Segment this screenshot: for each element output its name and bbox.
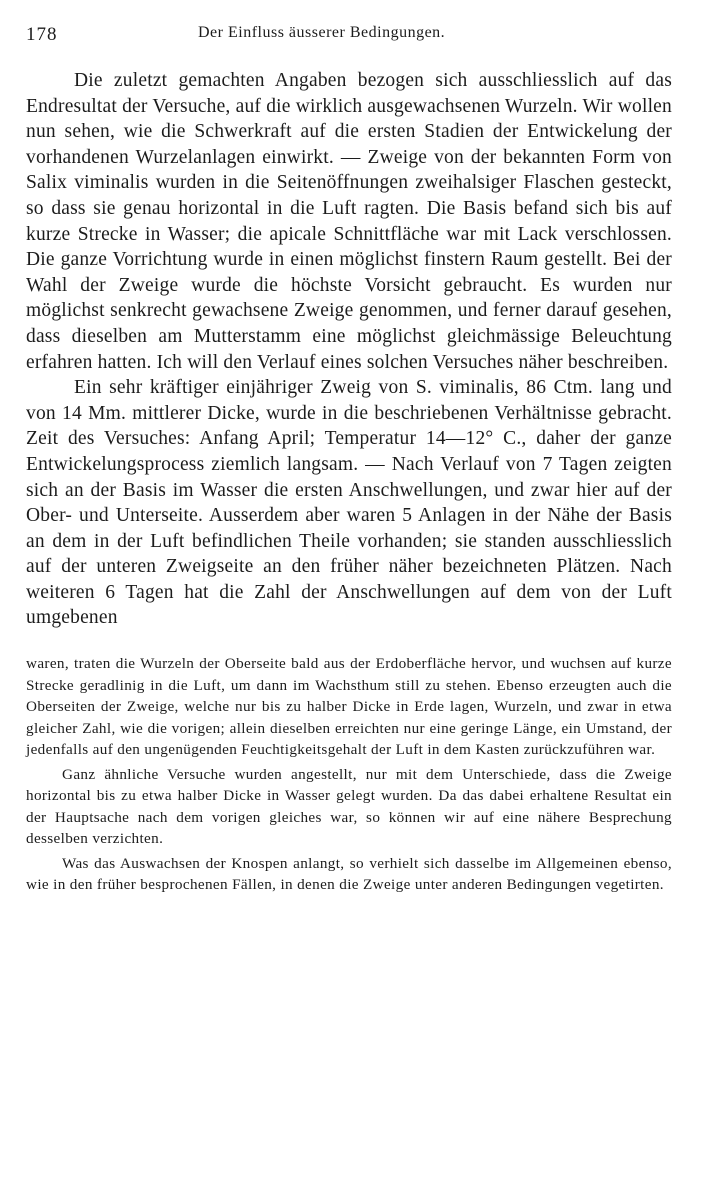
footnote-paragraph: waren, traten die Wurzeln der Oberseite bald aus der Erdoberfläche hervor, und wuchsen auf kurze Strecke geradlinig in die Luft, um dann im Wachsthum still zu stehen. Ebenso erzeugten auch die Oberseiten der Zweige, welche nur bis zu halber Dicke in Erde lagen, Wurzeln, und zwar in etwa gleicher Zahl, wie die vorigen; allein dieselben erreichten nur eine geringe Länge, ein Umstand, der jedenfalls auf den ungenügenden Feuchtigkeitsgehalt der Luft in dem Kasten zurückzuführen war. xyxy=(26,655,672,759)
footnote-paragraph: Was das Auswachsen der Knospen anlangt, so verhielt sich dasselbe im Allgemeinen ebenso, wie in den früher besprochenen Fällen, in denen die Zweige unter anderen Bedingungen vegetirten. xyxy=(26,854,672,894)
main-text xyxy=(26,68,672,631)
book-page xyxy=(26,18,672,896)
page-number: 178 xyxy=(26,24,58,45)
page-header xyxy=(26,18,672,46)
running-title: Der Einfluss äusserer Bedingungen. xyxy=(198,24,446,41)
footnote-block xyxy=(26,653,672,896)
body-paragraph: Die zuletzt gemachten Angaben bezogen sich ausschliesslich auf das Endresultat der Versuche, auf die wirklich ausgewachsenen Wurzeln. Wir wollen nun sehen, wie die Schwerkraft auf die ersten Stadien der Entwickelung der vorhandenen Wurzelanlagen einwirkt. — Zweige von der bekannten Form von Salix viminalis wurden in die Seitenöffnungen zweihalsiger Flaschen gesteckt, so dass sie genau horizontal in die Luft ragten. Die Basis befand sich bis auf kurze Strecke in Wasser; die apicale Schnittfläche war mit Lack verschlossen. Die ganze Vorrichtung wurde in einen möglichst finstern Raum gestellt. Bei der Wahl der Zweige wurde die höchste Vorsicht gebraucht. Es wurden nur möglichst senkrecht gewachsene Zweige genommen, und ferner darauf gesehen, dass dieselben am Mutterstamm eine möglichst gleichmässige Beleuchtung erfahren hatten. Ich will den Verlauf eines solchen Versuches näher beschreiben. xyxy=(26,70,672,373)
body-paragraph: Ein sehr kräftiger einjähriger Zweig von S. viminalis, 86 Ctm. lang und von 14 Mm. mittlerer Dicke, wurde in die beschriebenen Verhältnisse gebracht. Zeit des Versuches: Anfang April; Temperatur 14—12° C., daher der ganze Entwickelungsprocess ziemlich langsam. — Nach Verlauf von 7 Tagen zeigten sich an der Basis im Wasser die ersten Anschwellungen, und zwar hier auf der Ober- und Unterseite. Ausserdem aber waren 5 Anlagen in der Nähe der Basis an dem in der Luft befindlichen Theile vorhanden; sie standen ausschliesslich auf der unteren Zweigseite an den früher näher bezeichneten Plätzen. Nach weiteren 6 Tagen hat die Zahl der Anschwellungen auf dem von der Luft umgebenen xyxy=(26,377,672,629)
footnote-paragraph: Ganz ähnliche Versuche wurden angestellt, nur mit dem Unterschiede, dass die Zweige horizontal bis zu etwa halber Dicke in Wasser gelegt wurden. Da das dabei erhaltene Resultat ein der Hauptsache nach dem vorigen gleiches war, so können wir auf eine nähere Besprechung desselben verzichten. xyxy=(26,765,672,848)
